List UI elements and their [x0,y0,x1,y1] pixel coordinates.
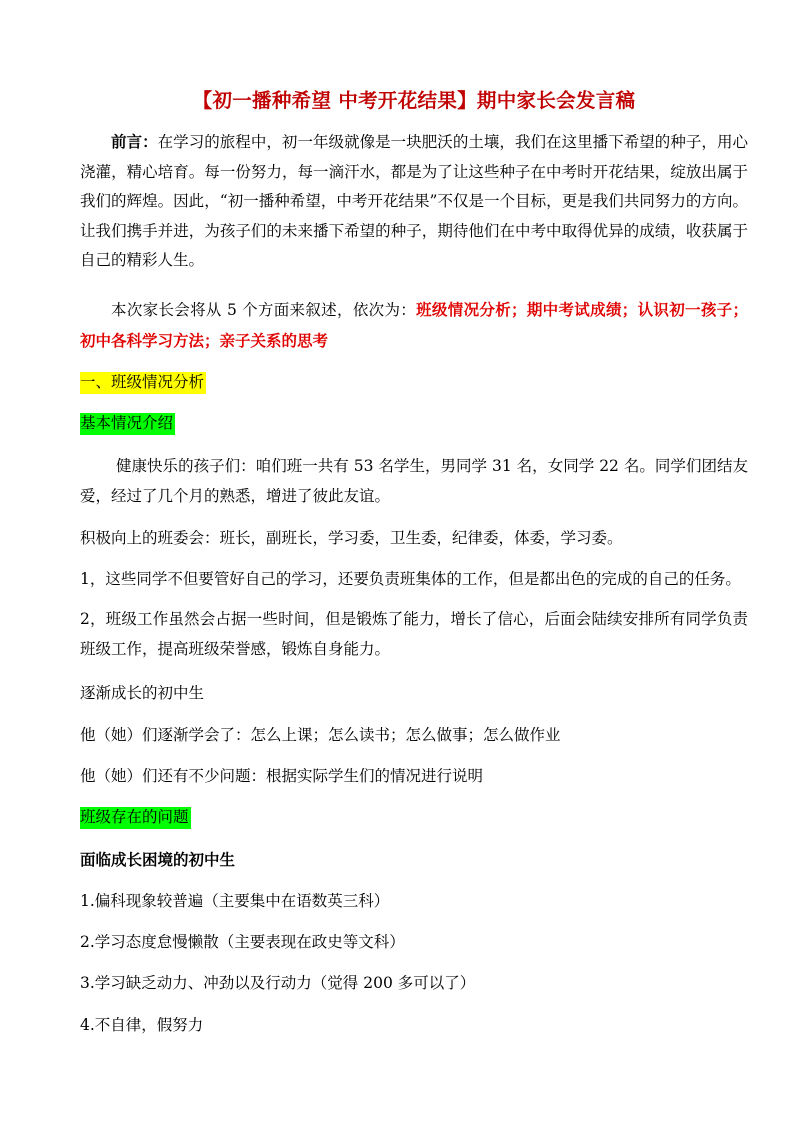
issue-item: 4.不自律，假努力 [80,1016,204,1034]
subheading-class-problems [80,806,191,828]
committee-point-2: 2，班级工作虽然会占据一些时间，但是锻炼了能力，增长了信心，后面会陆续安排所有同学负责班级工作，提高班级荣誉感，锻炼自身能力。 [80,610,748,658]
section-heading-text: 一、班级情况分析 [80,372,206,394]
overview-topics: 班级情况分析；期中考试成绩；认识初一孩子；初中各科学习方法；亲子关系的思考 [80,300,748,350]
issue-item: 3.学习缺乏动力、冲劲以及行动力（觉得 200 多可以了） [80,974,476,992]
class-committee-line: 积极向上的班委会：班长，副班长，学习委，卫生委，纪律委，体委，学习委。 [80,529,623,547]
committee-point-1: 1，这些同学不但要管好自己的学习，还要负责班集体的工作，但是都出色的完成的自己的任务。 [80,570,741,588]
preface-label: 前言： [111,132,158,151]
issue-item: 2.学习态度怠慢懒散（主要表现在政史等文科） [80,933,405,951]
subheading-growth-difficulties: 面临成长困境的初中生 [80,850,236,869]
issue-item: 1.偏科现象较普遍（主要集中在语数英三科） [80,892,390,910]
growing-students-line: 逐渐成长的初中生 [80,684,205,702]
subheading-basic-info-text: 基本情况介绍 [80,413,175,435]
remaining-issues-line: 他（她）们还有不少问题：根据实际学生们的情况进行说明 [80,767,484,785]
preface-text: 在学习的旅程中，初一年级就像是一块肥沃的土壤，我们在这里播下希望的种子，用心浇灌，精心培育。每一份努力，每一滴汗水，都是为了让这些种子在中考时开花结果，绽放出属于我们的辉煌。因此，“初一播种希望，中考开花结果”不仅是一个目标，更是我们共同努力的方向。让我们携手并进，为孩子们的未来播下希望的种子，期待他们在中考中取得优异的成绩，收获属于自己的精彩人生。 [80,133,748,269]
learned-skills-line: 他（她）们逐渐学会了：怎么上课；怎么读书；怎么做事；怎么做作业 [80,726,561,744]
subheading-class-problems-text: 班级存在的问题 [80,807,191,829]
document-title: 【初一播种希望 中考开花结果】期中家长会发言稿 [192,89,636,112]
section-heading [80,371,206,393]
overview-paragraph [80,295,748,356]
preface-paragraph [80,127,748,276]
subheading-basic-info [80,412,175,434]
overview-intro: 本次家长会将从 5 个方面来叙述，依次为： [111,301,417,319]
class-size-paragraph: 健康快乐的孩子们：咱们班一共有 53 名学生，男同学 31 名，女同学 22 名。同学们团结友爱，经过了几个月的熟悉，增进了彼此友谊。 [80,457,748,505]
